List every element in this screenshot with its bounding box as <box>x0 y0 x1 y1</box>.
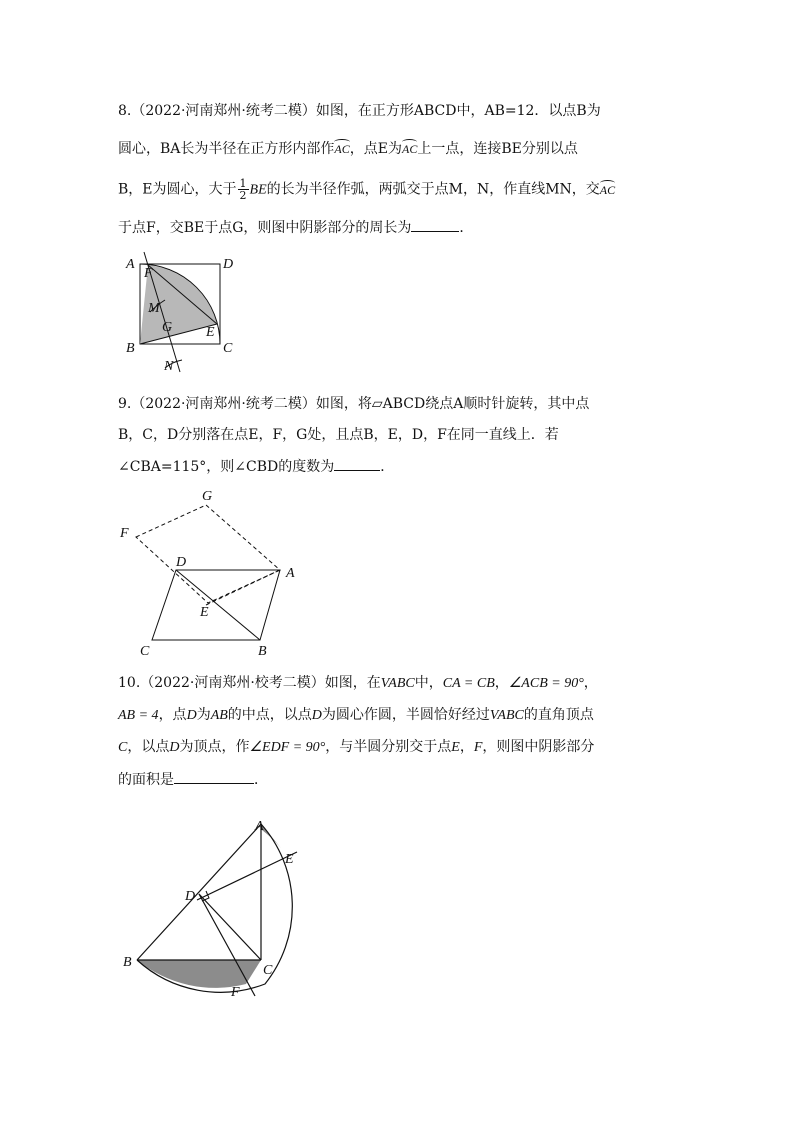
label-f: F <box>144 266 153 281</box>
ray-de <box>197 852 297 900</box>
arc-ac: AC <box>599 182 616 197</box>
label-m: M <box>148 301 160 316</box>
label-b: B <box>258 644 267 659</box>
label-g: G <box>202 489 213 504</box>
answer-blank[interactable] <box>174 769 254 784</box>
arc-ac: AC <box>401 142 418 156</box>
frac-num: 1 <box>239 177 247 190</box>
q9-line-1 <box>118 394 589 414</box>
answer-blank[interactable] <box>334 456 380 471</box>
q10-math: AB = 4 <box>118 708 159 723</box>
parallelogram-afgd <box>136 505 280 603</box>
label-b: B <box>126 341 135 356</box>
q10-text: ． <box>254 772 268 788</box>
q9-text: ∠CBA=115°，则∠CBD的度数为 <box>118 459 335 475</box>
q9-text: ． <box>380 459 395 475</box>
q8-line-4 <box>118 217 473 238</box>
q10-text: 的直角顶点 <box>523 707 594 723</box>
q10-text: 为圆心作圆，半圆恰好经过 <box>321 707 490 723</box>
label-g: G <box>162 320 173 335</box>
q10-text: 的面积是 <box>118 772 174 788</box>
frac-den: 2 <box>239 189 247 202</box>
q10-math: E <box>451 740 460 755</box>
label-f: F <box>231 985 240 1000</box>
q9-figure <box>110 485 310 660</box>
q10-math: VABC <box>380 676 415 691</box>
q8-text: 上一点，连接BE分别以点 <box>417 141 578 157</box>
diagonal-bd <box>176 570 260 640</box>
q9-text: B，C，D分别落在点E，F，G处，且点B，E，D，F在同一直线上．若 <box>118 427 559 443</box>
q8-math: BE <box>249 182 267 198</box>
q10-line-3 <box>118 737 594 758</box>
q8-figure <box>110 250 250 380</box>
q10-math: D <box>186 708 197 723</box>
q10-math: D <box>169 740 180 755</box>
q9-text: 9.（2022·河南郑州·统考二模）如图，将▱ABCD绕点A顺时针旋转，其中点 <box>118 396 590 412</box>
q10-text: ， <box>459 739 474 755</box>
q10-line-4 <box>118 769 268 790</box>
label-e: E <box>200 605 209 620</box>
q10-text: 中， <box>414 675 443 691</box>
label-a: A <box>126 257 135 272</box>
q10-text: ，以点 <box>127 739 170 755</box>
q8-text: 圆心，BA长为半径在正方形内部作 <box>118 141 335 157</box>
q10-text: ，则图中阴影部分 <box>482 739 595 755</box>
q9-line-2 <box>118 425 559 445</box>
q10-math: AB <box>210 708 228 723</box>
label-c: C <box>223 341 233 356</box>
label-d: D <box>185 889 196 904</box>
q8-text: ． <box>459 220 474 236</box>
q10-math: ∠EDF = 90° <box>249 740 326 755</box>
q8-text: 8.（2022·河南郑州·统考二模）如图，在正方形ABCD中，AB=12．以点B为 <box>118 103 601 119</box>
q10-math: D <box>311 708 322 723</box>
answer-blank[interactable] <box>411 217 459 232</box>
parallelogram-abcd <box>152 570 280 640</box>
q10-math: VABC <box>489 708 524 723</box>
label-a: A <box>286 566 295 581</box>
q10-text: 为 <box>196 707 211 723</box>
q8-text: B，E为圆心，大于 <box>118 181 237 198</box>
label-e: E <box>206 325 215 340</box>
q10-text: 10.（2022·河南郑州·校考二模）如图，在 <box>118 675 381 691</box>
q8-text: 于点F，交BE于点G，则图中阴影部分的周长为 <box>118 220 412 236</box>
q8-text: 的长为半径作弧，两弧交于点M，N，作直线MN，交 <box>266 181 600 198</box>
q10-figure <box>115 810 315 1005</box>
label-d: D <box>176 555 187 570</box>
label-f: F <box>120 526 129 541</box>
label-e: E <box>285 852 294 867</box>
arc-ac: AC <box>334 142 350 156</box>
fraction-half <box>238 178 249 201</box>
q10-text: ，与半圆分别交于点 <box>325 739 452 755</box>
q10-text: 为顶点，作 <box>179 739 250 755</box>
q10-text: 的中点，以点 <box>227 707 312 723</box>
q10-math: ∠ACB = 90° <box>508 676 584 691</box>
label-b: B <box>123 955 132 970</box>
segment-ea <box>206 570 280 605</box>
q8-line-3 <box>118 178 615 201</box>
q10-math: CA = CB <box>442 676 495 691</box>
q8-text: ，点E为 <box>349 141 402 157</box>
q10-text: ， <box>583 675 598 691</box>
q10-math: C <box>118 740 128 755</box>
label-c: C <box>140 644 150 659</box>
q10-line-1 <box>118 673 598 694</box>
label-a: A <box>255 819 264 834</box>
q10-line-2 <box>118 705 594 726</box>
q8-line-1 <box>118 101 601 121</box>
q9-line-3 <box>118 456 394 477</box>
label-n: N <box>164 359 174 374</box>
q8-line-2 <box>118 139 578 159</box>
q10-text: ，点 <box>158 707 187 723</box>
q10-math: F <box>473 740 483 755</box>
label-c: C <box>263 963 273 978</box>
q10-text: ， <box>494 675 509 691</box>
label-d: D <box>223 257 234 272</box>
